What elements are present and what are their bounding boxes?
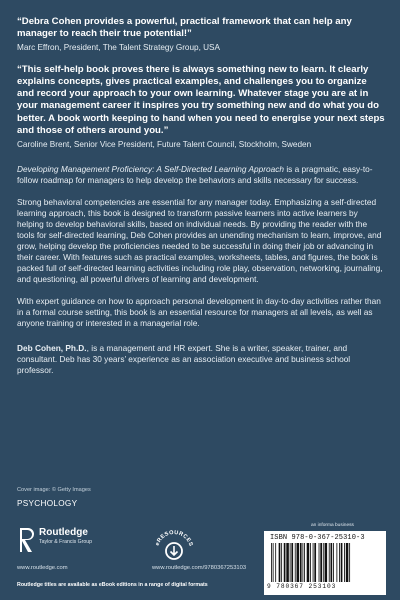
barcode-bar xyxy=(325,543,328,582)
quote-attribution: Marc Effron, President, The Talent Strategy Group, USA xyxy=(17,43,220,53)
quote-attribution: Caroline Brent, Senior Vice President, Future Talent Council, Stockholm, Sweden xyxy=(17,139,312,149)
barcode-bar xyxy=(290,543,291,582)
publisher-name: Routledge xyxy=(39,527,88,538)
barcode-bar xyxy=(273,543,274,582)
barcode-bar xyxy=(349,543,350,582)
publisher-subtitle: Taylor & Francis Group xyxy=(39,539,93,545)
cover-credit: Cover image: © Getty Images xyxy=(17,487,91,493)
publisher-logo xyxy=(17,525,127,561)
description-paragraph: Strong behavioral competencies are essential for any manager today. Emphasizing a self-directed learning approach, this book is designed to transform passive learners into active learners by helping to develop behavioral skills, based on individual needs. By providing the reader with the tools for self-directed learning, Deb Cohen provides an unending mechanism to learn, improve, and grow, helping develop the proficiencies needed to be successful in doing their job or advancing in their career. With features such as practical examples, worksheets, tables, and figures, the book is packed full of self-directed learning activities including role play, observation, networking, journaling, and questioning, all powerful drivers of learning and development. xyxy=(17,196,383,285)
barcode-digits: 9 780367 253103 xyxy=(267,583,337,590)
eresources-logo-icon xyxy=(152,526,196,564)
barcode-bar xyxy=(304,543,305,582)
barcode-bar xyxy=(319,543,320,582)
barcode-bar xyxy=(333,543,334,582)
barcode-bar xyxy=(286,543,289,582)
quote-text: “Debra Cohen provides a powerful, practical framework that can help any manager to reach their true potential!” xyxy=(17,16,352,40)
quote-text: “This self-help book proves there is always something new to learn. It clearly explains concepts, gives practical examples, and challenges you to organize and record your approach to your own learning. Whatever stage you are at in your management career it inspires you try something new and do what you do better. A book worth keeping to hand when you need to energise your next steps and those of others around you.” xyxy=(17,64,385,136)
intro-text: is a pragmatic, easy-to-follow roadmap for managers to help develop the behaviors and skills necessary for success. xyxy=(17,163,373,185)
back-cover-content xyxy=(17,16,385,377)
isbn-text: ISBN 978-0-367-25310-3 xyxy=(270,534,365,542)
barcode-bar xyxy=(310,543,311,582)
barcode-bar xyxy=(302,543,303,582)
informa-note: an informa business xyxy=(311,523,354,528)
barcode-bar xyxy=(339,543,340,582)
book-title: Developing Management Proficiency: A Self-Directed Learning Approach xyxy=(17,163,285,174)
author-bio-text: , is a management and HR expert. She is a writer, speaker, trainer, and consultant. Deb has 30 years’ experience as an association executive and business school professor. xyxy=(17,343,351,376)
barcode-bar xyxy=(271,543,272,582)
barcode-bar xyxy=(291,543,293,582)
eresources-logo xyxy=(152,526,196,564)
barcode-bar xyxy=(297,543,300,582)
barcode-bar xyxy=(281,543,282,582)
endorsement-2 xyxy=(17,64,385,150)
author-name: Deb Cohen, Ph.D. xyxy=(17,343,87,354)
footer-note: Routledge titles are available as eBook editions in a range of digital formats xyxy=(17,582,208,588)
barcode-bar xyxy=(284,543,286,582)
barcode-bar xyxy=(341,543,343,582)
barcode-bar xyxy=(313,543,314,582)
routledge-logo-icon xyxy=(17,525,37,555)
barcode-bar xyxy=(275,543,276,582)
barcode-bar xyxy=(307,543,310,582)
barcode-bar xyxy=(300,543,302,582)
barcode-bar xyxy=(295,543,296,582)
eresources-url: www.routledge.com/9780367253103 xyxy=(152,565,247,571)
barcode-bar xyxy=(346,543,349,582)
barcode-icon xyxy=(269,543,381,583)
barcode-bar xyxy=(279,543,281,582)
barcode-bar xyxy=(331,543,333,582)
barcode-bar xyxy=(323,543,324,582)
barcode-bar xyxy=(314,543,316,582)
barcode-bar xyxy=(320,543,322,582)
category-label: PSYCHOLOGY xyxy=(17,499,78,508)
barcode-bar xyxy=(336,543,337,582)
endorsement-1 xyxy=(17,16,385,53)
description-paragraph: With expert guidance on how to approach personal development in day-to-day activities rather than in a formal course setting, this book is an essential resource for managers at all levels, as well as anyone training or interested in a managerial role. xyxy=(17,296,381,329)
description-intro xyxy=(17,164,385,186)
barcode-bar xyxy=(329,543,330,582)
barcode-bar xyxy=(344,543,345,582)
svg-text:eRESOURCES xyxy=(155,530,194,548)
author-bio xyxy=(17,343,385,376)
publisher-url: www.routledge.com xyxy=(17,565,68,571)
eresources-label: eRESOURCES xyxy=(154,529,194,548)
barcode-panel xyxy=(264,531,386,595)
